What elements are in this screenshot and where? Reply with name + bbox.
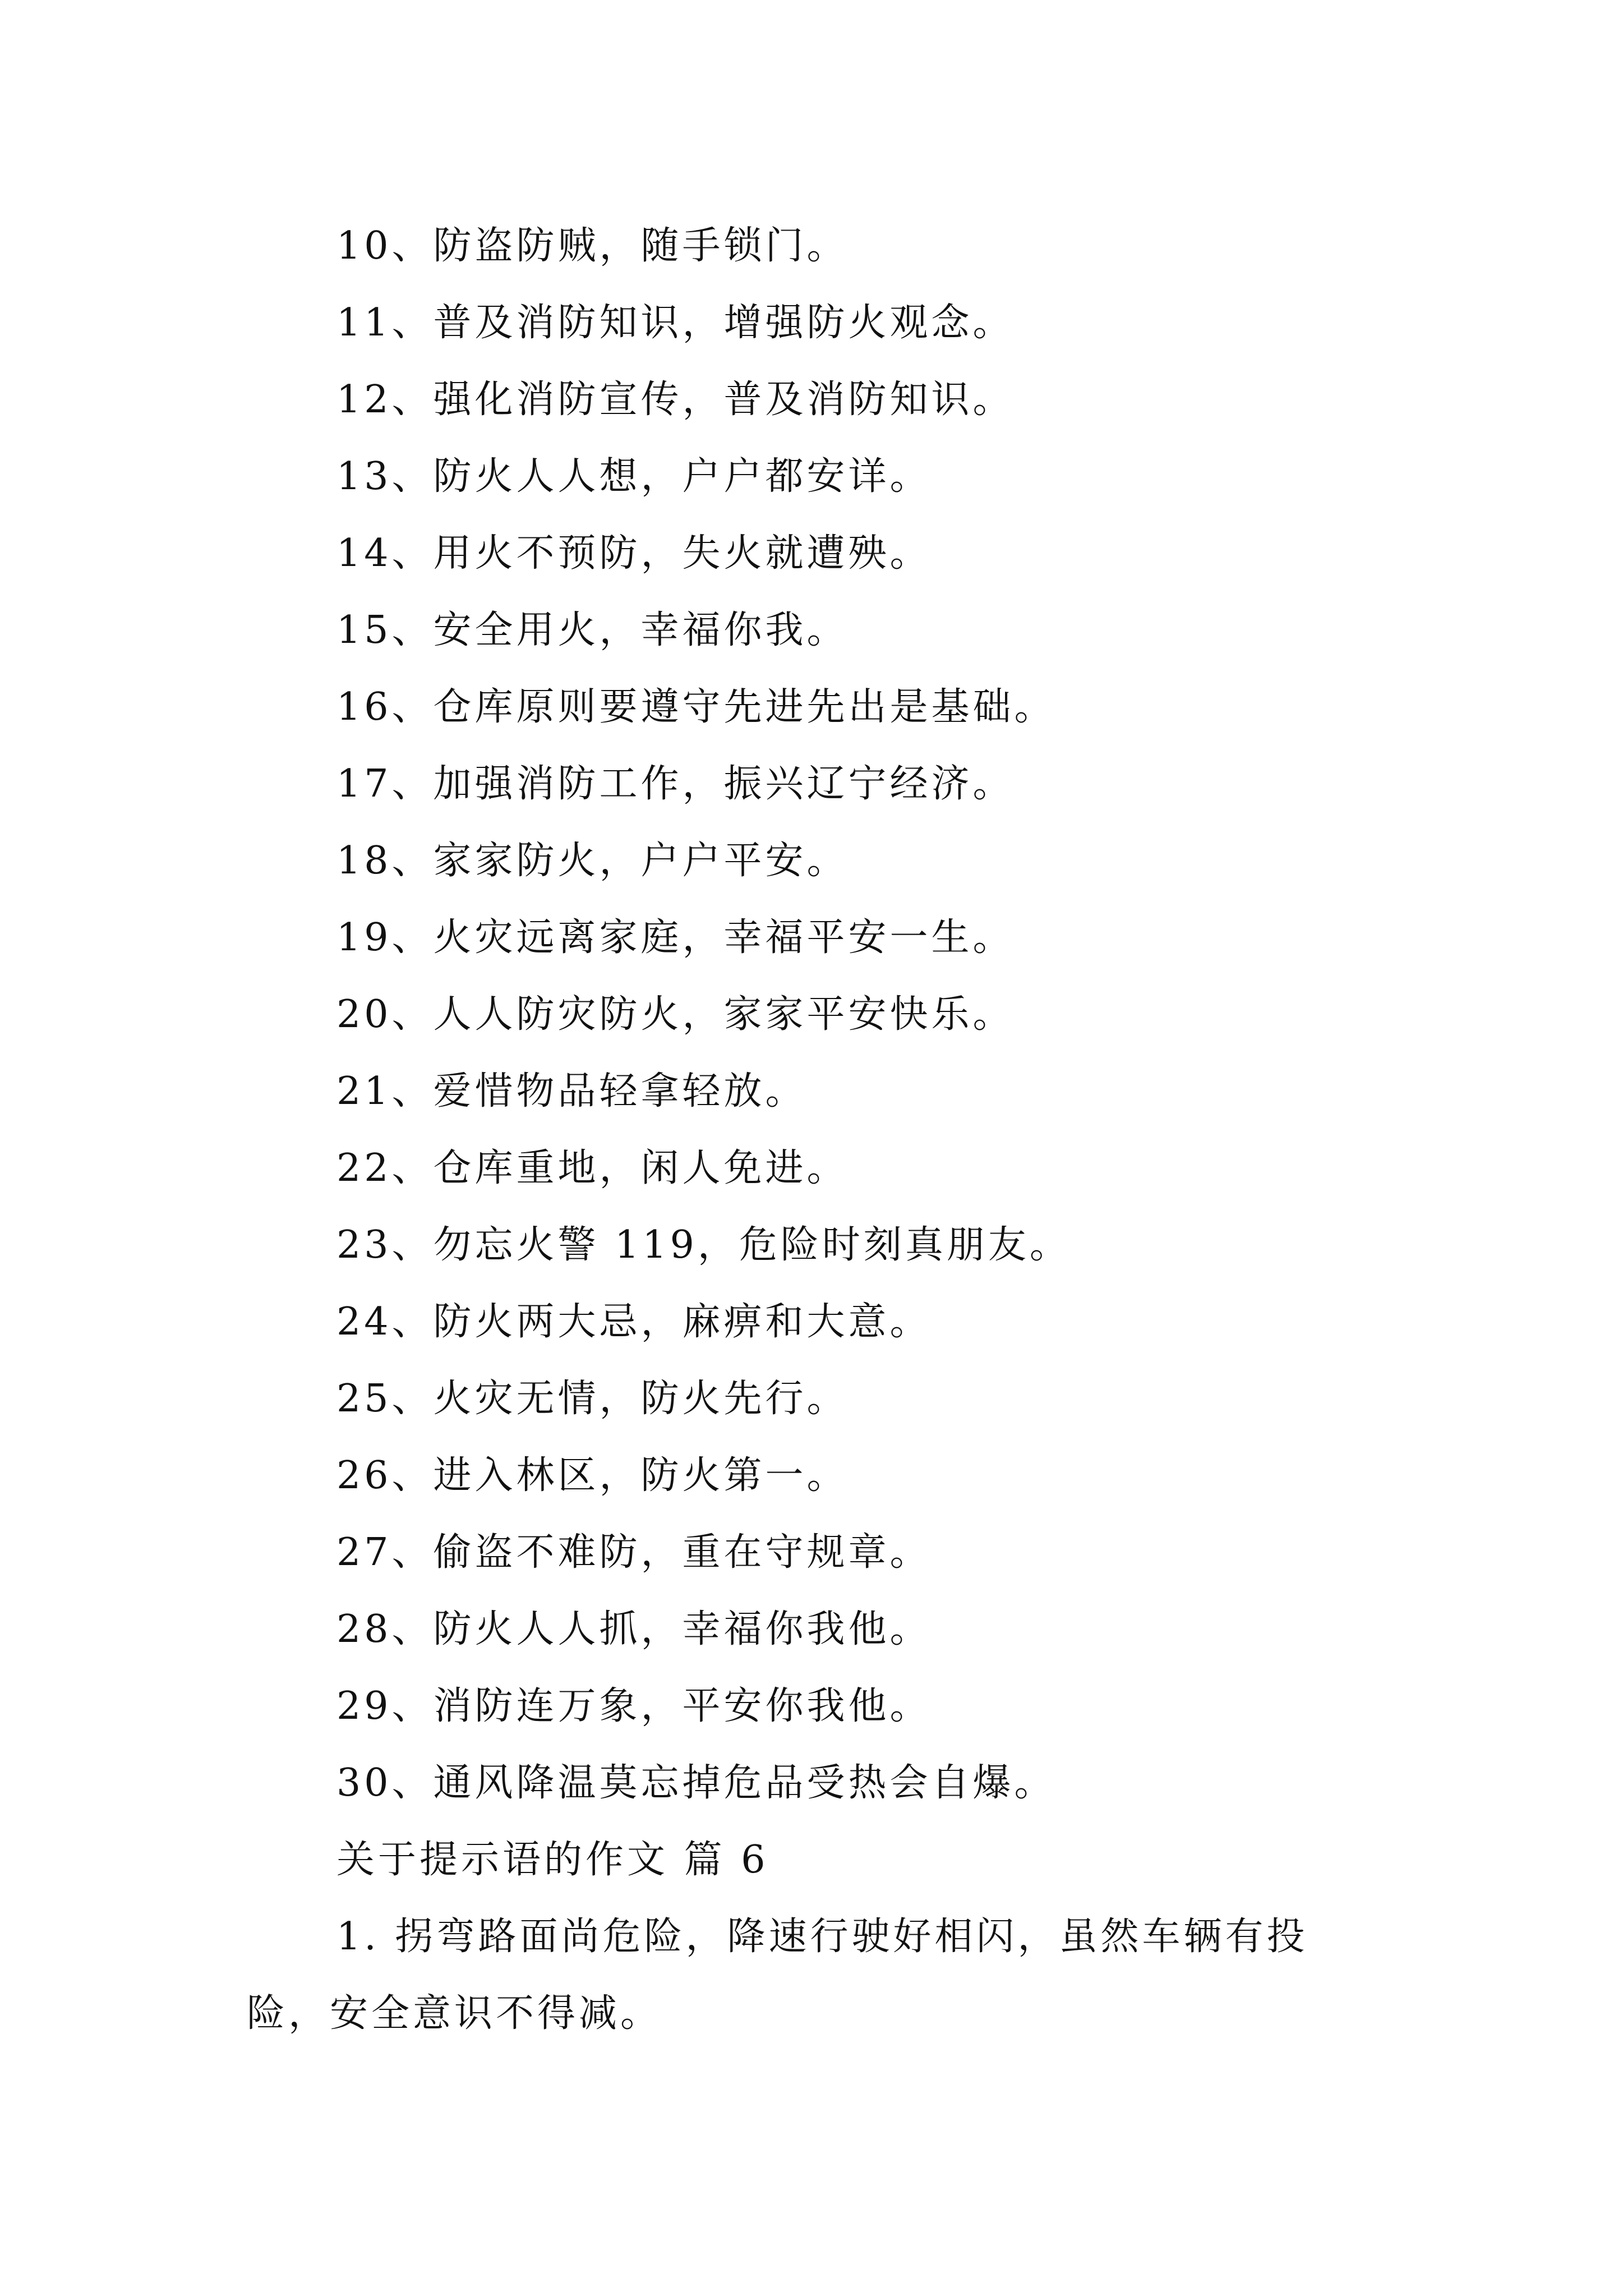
list-item: 12、强化消防宣传，普及消防知识。 xyxy=(336,378,1015,422)
document-body xyxy=(247,208,1391,2052)
list-item: 22、仓库重地，闲人免进。 xyxy=(336,1146,849,1190)
list-item: 19、火灾远离家庭，幸福平安一生。 xyxy=(336,915,1015,960)
list-item: 28、防火人人抓，幸福你我他。 xyxy=(336,1607,932,1651)
list-item: 29、消防连万象，平安你我他。 xyxy=(336,1684,932,1728)
paragraph: 1. 拐弯路面尚危险，降速行驶好相闪，虽然车辆有投险，安全意识不得减。 xyxy=(247,1915,1308,2036)
list-item: 16、仓库原则要遵守先进先出是基础。 xyxy=(336,685,1056,729)
list-item: 18、家家防火，户户平安。 xyxy=(336,839,849,883)
list-item: 15、安全用火，幸福你我。 xyxy=(336,608,849,652)
list-item: 25、火灾无情，防火先行。 xyxy=(336,1377,849,1421)
list-item: 26、进入林区，防火第一。 xyxy=(336,1453,849,1498)
section-heading: 关于提示语的作文 篇 6 xyxy=(336,1838,769,1882)
list-item: 24、防火两大忌，麻痹和大意。 xyxy=(336,1300,932,1344)
list-item: 10、防盗防贼，随手锁门。 xyxy=(336,224,849,268)
list-item: 17、加强消防工作，振兴辽宁经济。 xyxy=(336,762,1015,806)
list-item: 20、人人防灾防火，家家平安快乐。 xyxy=(336,992,1015,1037)
list-item: 21、爱惜物品轻拿轻放。 xyxy=(336,1069,807,1114)
list-item: 27、偷盗不难防，重在守规章。 xyxy=(336,1530,932,1575)
list-item: 30、通风降温莫忘掉危品受热会自爆。 xyxy=(336,1761,1056,1805)
list-item: 11、普及消防知识，增强防火观念。 xyxy=(336,301,1015,345)
list-item: 14、用火不预防，失火就遭殃。 xyxy=(336,531,932,576)
list-item: 23、勿忘火警 119，危险时刻真朋友。 xyxy=(336,1223,1071,1267)
list-item: 13、防火人人想，户户都安详。 xyxy=(336,454,932,499)
